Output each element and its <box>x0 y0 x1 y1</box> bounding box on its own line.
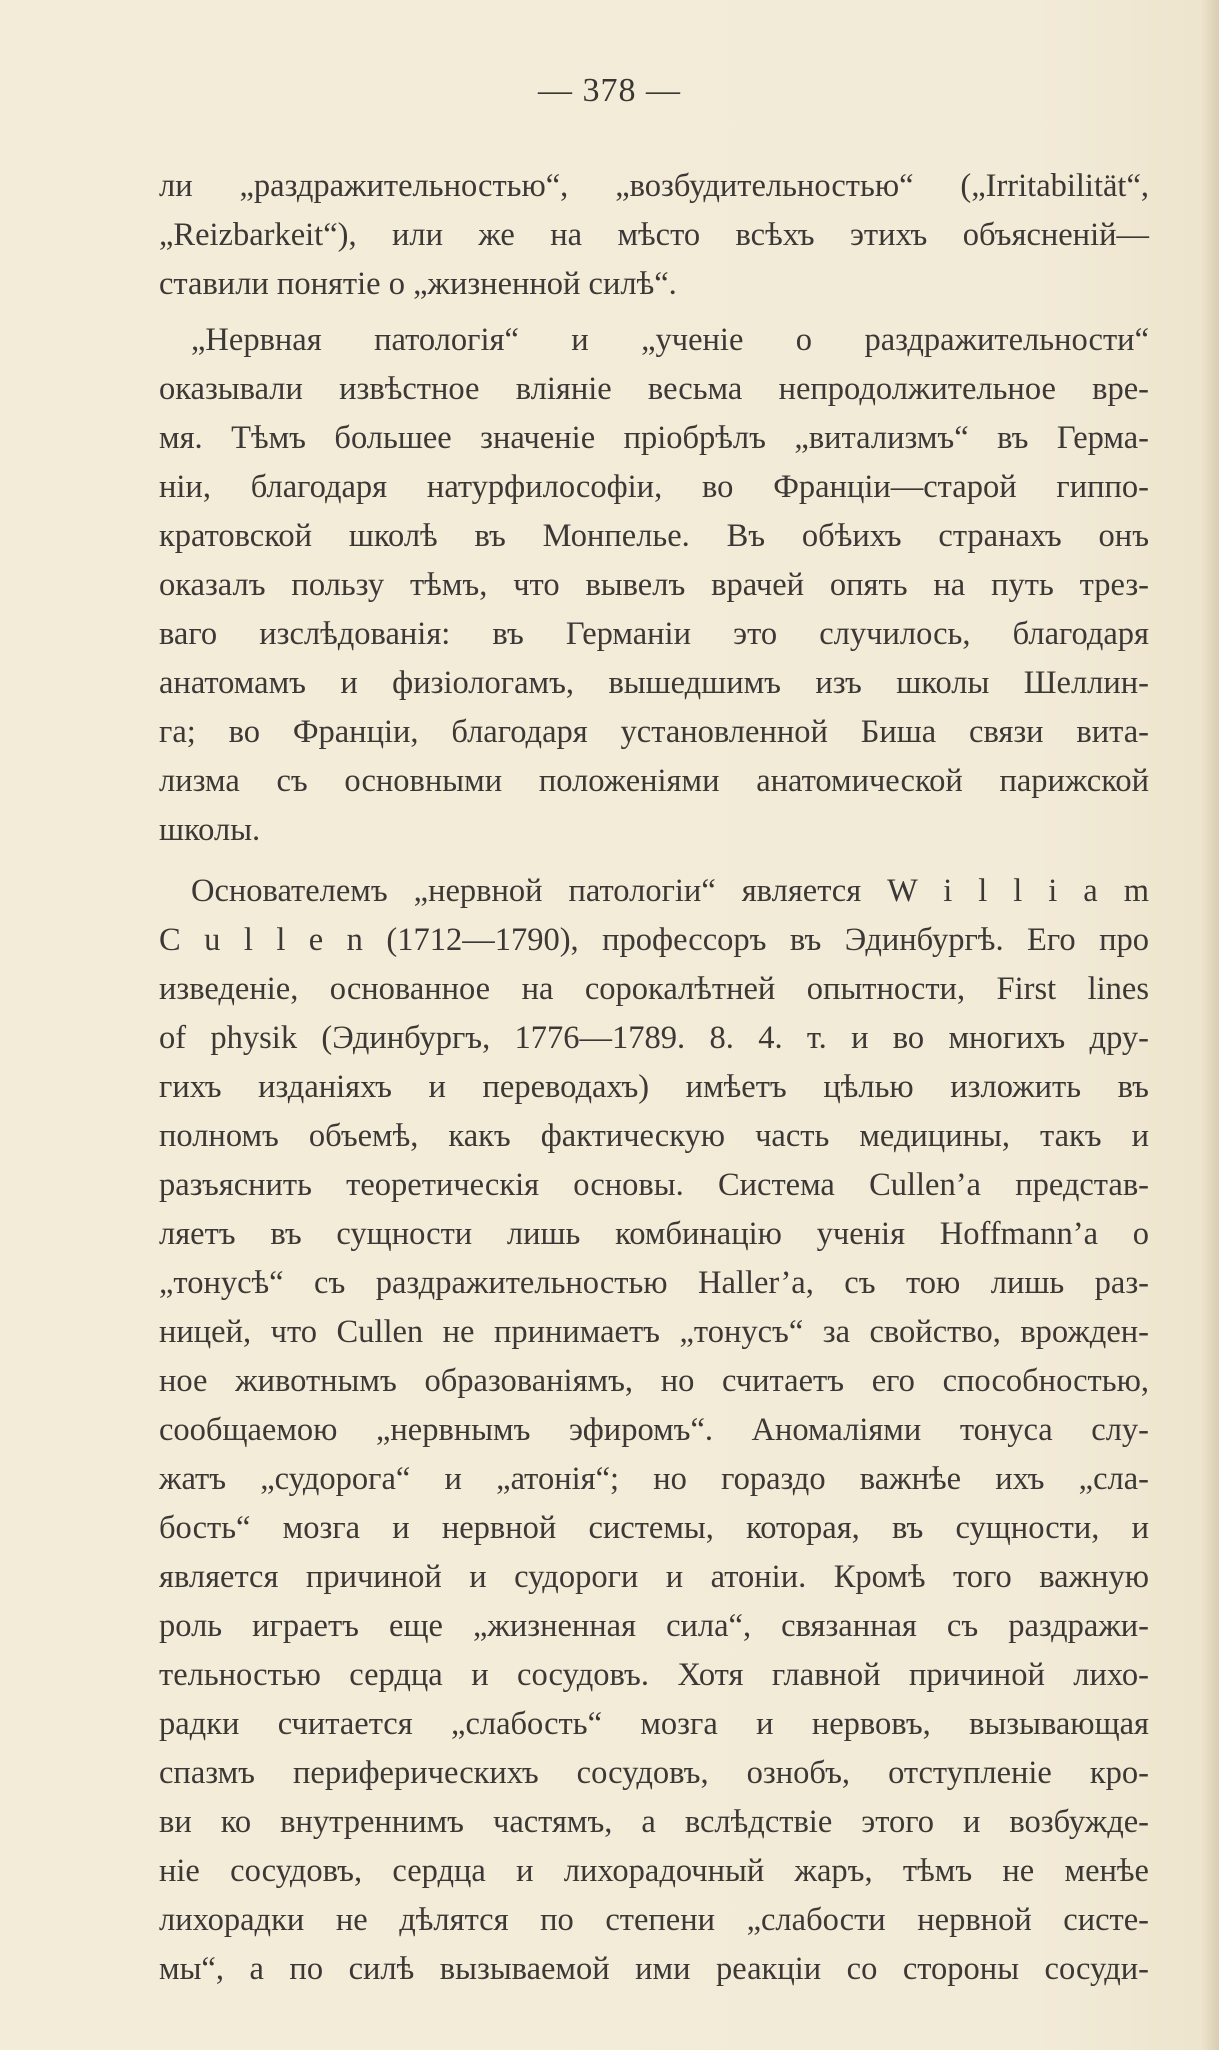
text-line: сообщаемою „нервнымъ эфиромъ“. Аномаліями тонуса слу- <box>159 1412 1149 1448</box>
text-line: ницей, что Cullen не принимаетъ „тонусъ“ за свойство, врожден- <box>159 1314 1149 1350</box>
text-line: лихорадки не дѣлятся по степени „слабости нервной систе- <box>159 1902 1149 1938</box>
text-line: ви ко внутреннимъ частямъ, а вслѣдствіе этого и возбужде- <box>159 1804 1149 1840</box>
text-line: Основателемъ „нервной патологіи“ является W i l l i a m <box>191 873 1149 909</box>
text-line: ставили понятіе о „жизненной силѣ“. <box>159 266 677 302</box>
text-line: „Нервная патологія“ и „ученіе о раздражительности“ <box>191 322 1149 358</box>
text-body <box>159 162 1149 1994</box>
text-line: роль играетъ еще „жизненная сила“, связанная съ раздражи- <box>159 1608 1149 1644</box>
text-line: жатъ „судорога“ и „атонія“; но гораздо важнѣе ихъ „сла- <box>159 1461 1149 1497</box>
text-line: of physik (Эдинбургъ, 1776—1789. 8. 4. т. и во многихъ дру- <box>159 1020 1149 1056</box>
text-line: C u l l e n (1712—1790), профессоръ въ Эдинбургѣ. Его про <box>159 922 1149 958</box>
text-line: бость“ мозга и нервной системы, которая, въ сущности, и <box>159 1510 1149 1546</box>
text-line: анатомамъ и физіологамъ, вышедшимъ изъ школы Шеллин- <box>159 665 1149 701</box>
text-line: оказалъ пользу тѣмъ, что вывелъ врачей опять на путь трез- <box>159 567 1149 603</box>
text-line: ляетъ въ сущности лишь комбинацію ученія Hoffmann’а о <box>159 1216 1149 1252</box>
page-edge-shadow <box>1201 0 1219 2050</box>
text-line: тельностью сердца и сосудовъ. Хотя главной причиной лихо- <box>159 1657 1149 1693</box>
text-line: является причиной и судороги и атоніи. Кромѣ того важную <box>159 1559 1149 1595</box>
text-line: изведеніе, основанное на сорокалѣтней опытности, First lines <box>159 971 1149 1007</box>
text-line: „Reizbarkeit“), или же на мѣсто всѣхъ этихъ объясненій— <box>159 217 1149 253</box>
text-line: ніи, благодаря натурфилософіи, во Франціи—старой гиппо- <box>159 469 1149 505</box>
page-number: — 378 — <box>538 72 681 109</box>
text-line: ное животнымъ образованіямъ, но считаетъ его способностью, <box>159 1363 1149 1399</box>
text-line: лизма съ основными положеніями анатомической парижской <box>159 763 1149 799</box>
text-line: радки считается „слабость“ мозга и нервовъ, вызывающая <box>159 1706 1149 1742</box>
text-line: кратовской школѣ въ Монпелье. Въ обѣихъ странахъ онъ <box>159 518 1149 554</box>
text-line: полномъ объемѣ, какъ фактическую часть медицины, такъ и <box>159 1118 1149 1154</box>
text-line: ли „раздражительностью“, „возбудительностью“ („Irritabilität“, <box>159 168 1149 204</box>
text-line: мы“, а по силѣ вызываемой ими реакціи со стороны сосуди- <box>159 1951 1149 1987</box>
text-line: школы. <box>159 812 261 848</box>
text-line: га; во Франціи, благодаря установленной Биша связи вита- <box>159 714 1149 750</box>
text-line: ніе сосудовъ, сердца и лихорадочный жаръ, тѣмъ не менѣе <box>159 1853 1149 1889</box>
text-line: гихъ изданіяхъ и переводахъ) имѣетъ цѣлью изложить въ <box>159 1069 1149 1105</box>
text-line: оказывали извѣстное вліяніе весьма непродолжительное вре- <box>159 371 1149 407</box>
text-line: ваго изслѣдованія: въ Германіи это случилось, благодаря <box>159 616 1149 652</box>
text-line: разъяснить теоретическія основы. Система Cullen’а представ- <box>159 1167 1149 1203</box>
text-line: „тонусѣ“ съ раздражительностью Haller’а, съ тою лишь раз- <box>159 1265 1149 1301</box>
text-line: мя. Тѣмъ большее значеніе пріобрѣлъ „витализмъ“ въ Герма- <box>159 420 1149 456</box>
text-line: спазмъ периферическихъ сосудовъ, ознобъ, отступленіе кро- <box>159 1755 1149 1791</box>
